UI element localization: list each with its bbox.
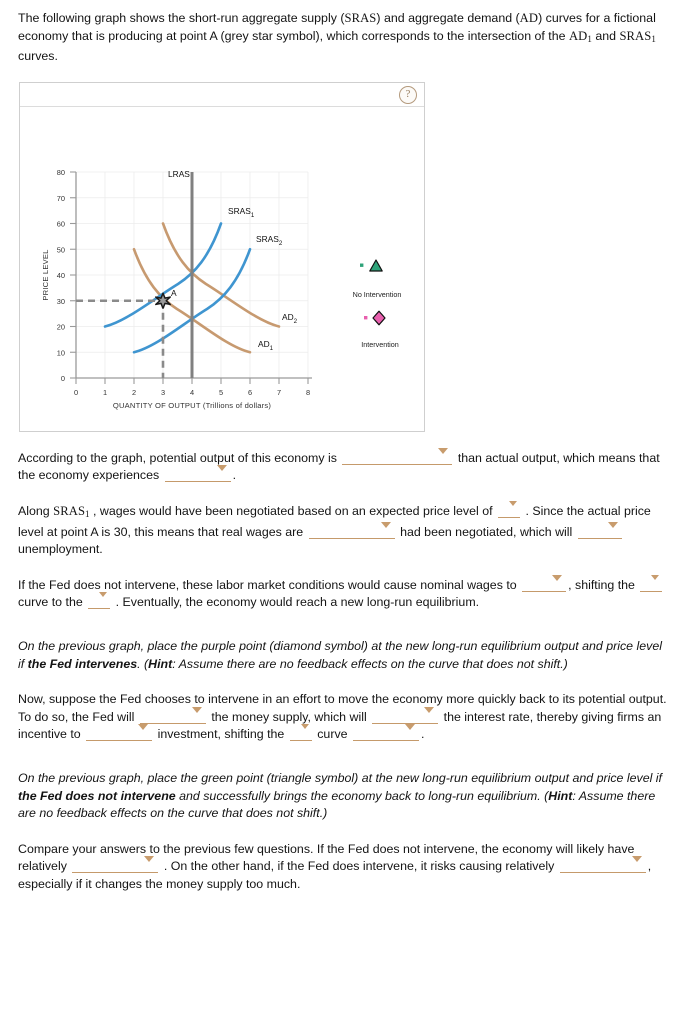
point-a-label: A — [171, 287, 177, 298]
svg-text:60: 60 — [56, 219, 65, 229]
q4-text-2: the money supply, which will — [211, 709, 367, 724]
q4-text-6: . — [421, 727, 425, 742]
q3-text-3: curve to the — [18, 595, 83, 610]
help-icon[interactable]: ? — [399, 86, 417, 104]
svg-text:0: 0 — [73, 387, 79, 397]
instr2-text-2: and successfully brings the economy back to long-run equilibrium. ( — [175, 788, 549, 803]
intro-text-c: ) curves for a fictional economy that is producing at point A (grey star symbol), which corresponds to the intersection of the — [18, 11, 656, 43]
svg-text:30: 30 — [56, 296, 65, 306]
sras-token: SRAS — [344, 11, 377, 25]
q2-sras-subscript: 1 — [85, 508, 90, 519]
q5-text-3: , especially if it changes the money supply too much. — [18, 859, 652, 891]
instr2-bold-1: the Fed does not intervene — [18, 788, 176, 803]
graph-panel[interactable] — [19, 82, 425, 432]
svg-text:80: 80 — [56, 167, 65, 177]
instruction-diamond — [18, 638, 669, 673]
q3-dropdown-3[interactable] — [88, 594, 110, 609]
q5-text-1: Compare your answers to the previous few questions. If the Fed does not intervene, the economy will likely have relatively — [18, 841, 635, 874]
q4-text-3: the interest rate, thereby giving firms an incentive to — [18, 709, 662, 742]
q1-text-1: According to the graph, potential output of this economy is — [18, 450, 337, 465]
instr2-text-1: On the previous graph, place the green point (triangle symbol) at the new long-run equilibrium output and price level if — [18, 770, 662, 785]
svg-text:6: 6 — [247, 387, 253, 397]
legend — [353, 260, 402, 349]
q1-dropdown-2[interactable] — [165, 467, 231, 482]
q4-text-4: investment, shifting the — [157, 727, 285, 742]
question-3 — [18, 577, 669, 612]
question-2 — [18, 503, 669, 559]
svg-text:8: 8 — [305, 387, 311, 397]
intro-paragraph — [18, 10, 669, 66]
intro-text-a: The following graph shows the short-run aggregate supply ( — [18, 11, 345, 25]
q3-text-4: . Eventually, the economy would reach a new long-run equilibrium. — [115, 595, 480, 610]
q3-dropdown-1[interactable] — [522, 577, 566, 592]
q2-text-1: Along — [18, 503, 54, 518]
svg-text:3: 3 — [160, 387, 166, 397]
q5-text-2: . On the other hand, if the Fed does intervene, it risks causing relatively — [163, 859, 555, 874]
question-1 — [18, 450, 669, 485]
instr1-bold-1: the Fed intervenes — [27, 656, 138, 671]
triangle-icon[interactable] — [370, 260, 382, 271]
q2-text-3: . Since the actual price level at point A is 30, this means that real wages are — [18, 503, 651, 539]
q2-text-4: had been negotiated, which will — [400, 524, 573, 539]
svg-text:40: 40 — [56, 270, 65, 280]
svg-text:1: 1 — [102, 387, 108, 397]
instr1-bold-2: Hint — [148, 656, 173, 671]
svg-text:50: 50 — [56, 245, 65, 255]
sras1-token: SRAS — [619, 28, 652, 43]
intro-text-d: and — [591, 28, 620, 43]
question-5 — [18, 841, 669, 894]
x-tick-labels — [74, 388, 310, 397]
ad-token: AD — [519, 11, 539, 25]
label-lras: LRAS — [168, 168, 190, 179]
intro-text-e: curves. — [18, 49, 58, 64]
graph-toolbar — [20, 83, 424, 107]
q4-dropdown-2[interactable] — [372, 709, 438, 724]
label-ad1: $AD_1$ — [258, 338, 274, 352]
intro-text-b: ) and aggregate demand ( — [376, 11, 520, 25]
legend-swatch-no-intervention — [360, 263, 363, 266]
aggregate-supply-demand-chart — [20, 107, 426, 433]
y-tick-labels — [57, 168, 65, 383]
instr1-text-3: : Assume there are no feedback effects on the curve that does not shift.) — [172, 656, 568, 671]
svg-text:10: 10 — [56, 348, 65, 358]
q1-text-3: . — [232, 468, 237, 483]
q2-dropdown-1[interactable] — [498, 503, 520, 518]
instr2-bold-2: Hint — [548, 788, 573, 803]
q2-text-5: unemployment. — [18, 542, 103, 557]
q2-dropdown-2[interactable] — [309, 524, 395, 539]
q1-text-2: than actual output, which means that the economy experiences — [18, 450, 660, 483]
instr1-text-1: On the previous graph, place the purple point (diamond symbol) at the new long-run equilibrium output and price level if — [18, 638, 662, 671]
question-4 — [18, 691, 669, 744]
label-sras2: $SRAS_2$ — [256, 233, 283, 247]
svg-text:70: 70 — [56, 193, 65, 203]
q3-text-1: If the Fed does not intervene, these labor market conditions would cause nominal wages to — [18, 577, 517, 592]
svg-text:2: 2 — [131, 387, 137, 397]
y-axis-title: PRICE LEVEL — [41, 249, 50, 301]
q1-dropdown-1[interactable] — [342, 450, 452, 465]
q4-text-1: Now, suppose the Fed chooses to intervene in an effort to move the economy more quickly back to its potential output. To do so, the Fed will — [18, 692, 667, 724]
sras1-subscript: 1 — [651, 33, 656, 44]
ad1-token: AD — [568, 28, 588, 43]
diamond-icon[interactable] — [373, 311, 385, 325]
x-axis-title: QUANTITY OF OUTPUT (Trillions of dollars) — [112, 400, 272, 410]
q2-sras-token: SRAS — [53, 503, 86, 518]
svg-text:4: 4 — [189, 387, 195, 397]
instr1-text-2: . ( — [137, 656, 149, 671]
instr2-text-3: : Assume there are no feedback effects on the curve that does not shift.) — [18, 788, 656, 821]
instruction-triangle — [18, 770, 669, 823]
q3-dropdown-2[interactable] — [640, 577, 662, 592]
legend-label-intervention: Intervention — [361, 339, 399, 349]
plot-area[interactable] — [20, 107, 426, 433]
svg-text:20: 20 — [56, 322, 65, 332]
q4-text-5: curve — [317, 727, 348, 742]
q2-dropdown-3[interactable] — [578, 524, 622, 539]
legend-swatch-intervention — [364, 316, 367, 319]
label-ad2: $AD_2$ — [282, 311, 298, 325]
svg-text:7: 7 — [276, 387, 282, 397]
q4-dropdown-4[interactable] — [290, 726, 312, 741]
q3-text-2: , shifting the — [568, 577, 635, 592]
legend-label-no-intervention: No Intervention — [352, 289, 402, 299]
q5-dropdown-2[interactable] — [560, 858, 646, 873]
q2-text-2: , wages would have been negotiated based on an expected price level of — [93, 503, 493, 518]
q5-dropdown-1[interactable] — [72, 858, 158, 873]
q4-dropdown-5[interactable] — [353, 726, 419, 741]
svg-text:0: 0 — [60, 373, 65, 383]
label-sras1: $SRAS_1$ — [228, 205, 255, 219]
q4-dropdown-1[interactable] — [140, 709, 206, 724]
q4-dropdown-3[interactable] — [86, 726, 152, 741]
ad1-subscript: 1 — [587, 33, 592, 44]
svg-text:5: 5 — [218, 387, 224, 397]
